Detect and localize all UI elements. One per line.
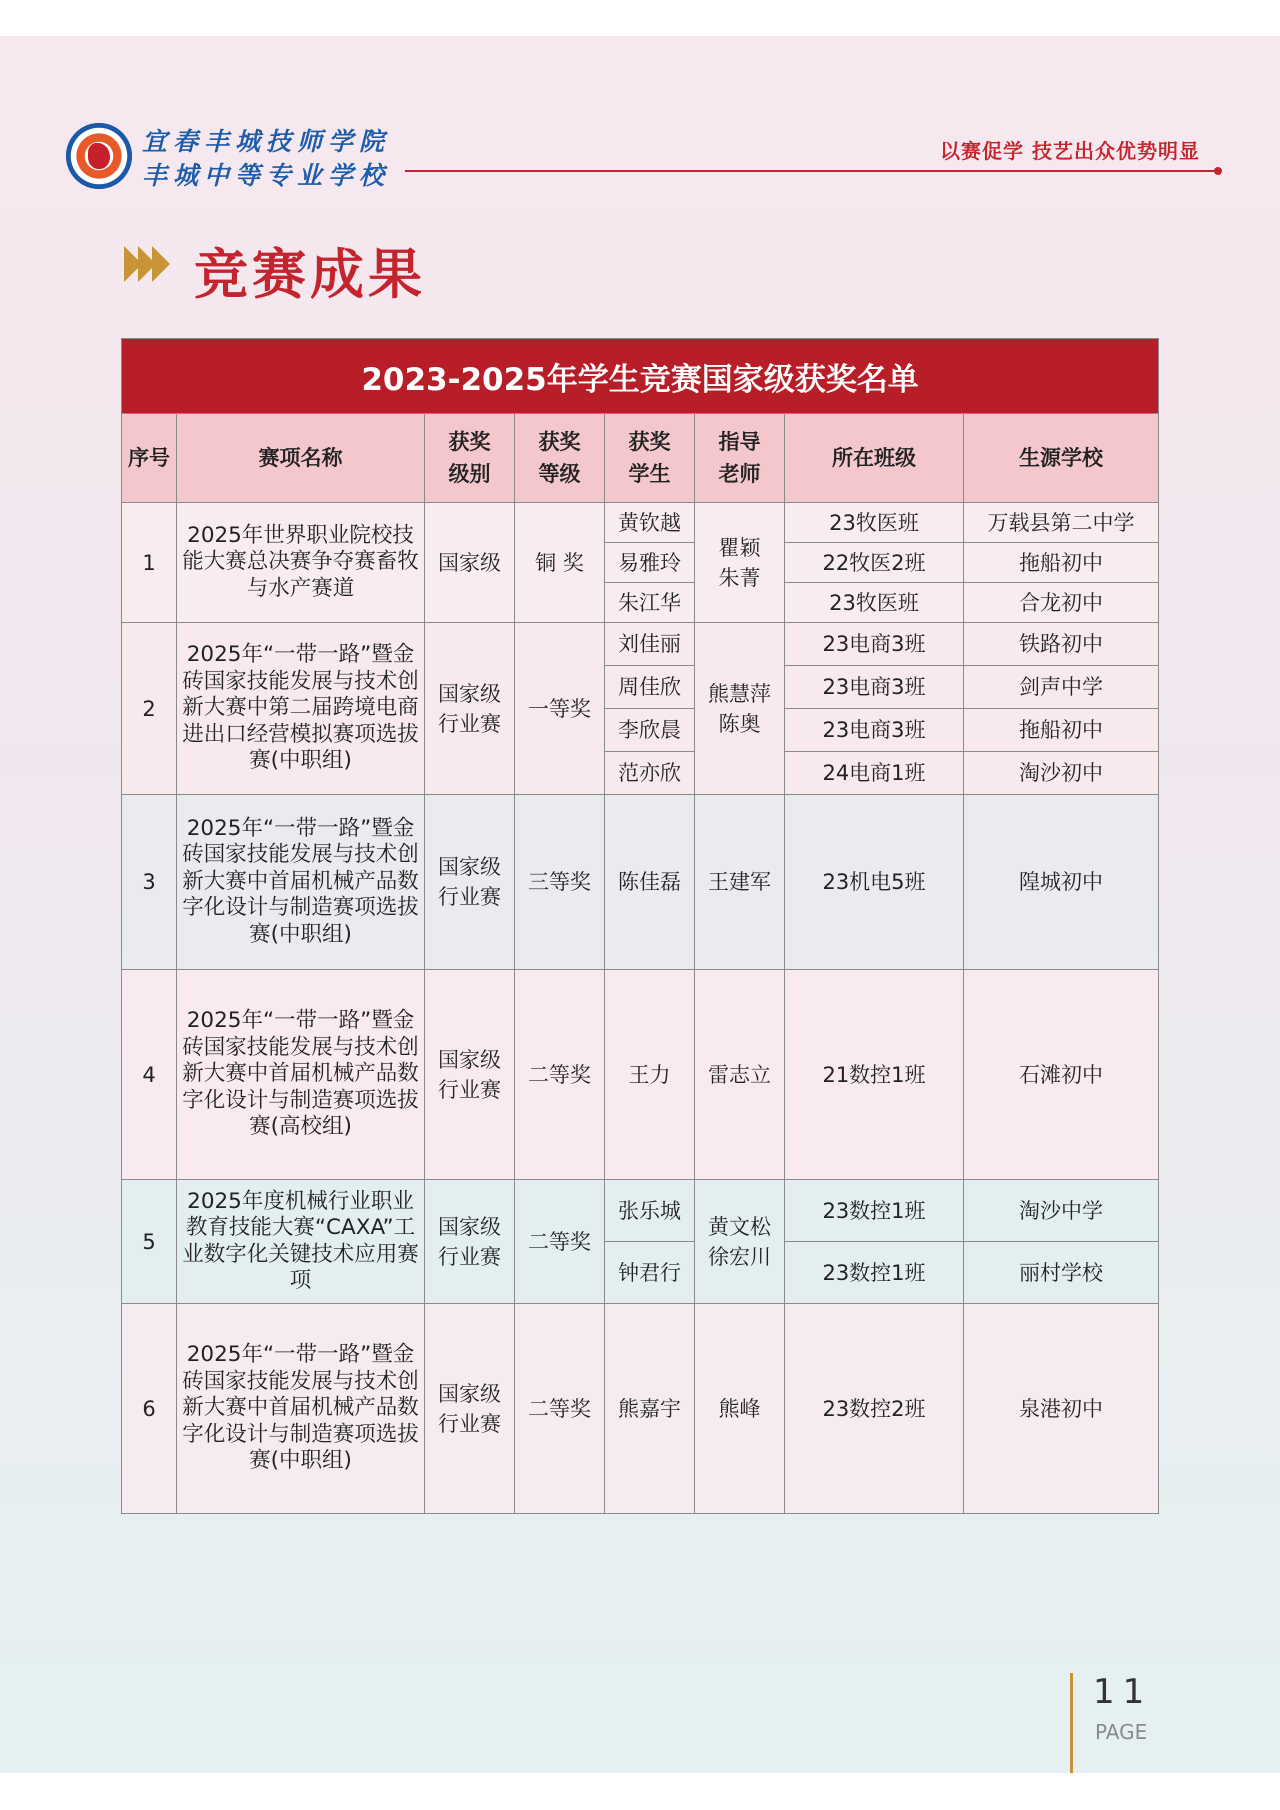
event-name-cell: 2025年“一带一路”暨金砖国家技能发展与技术创新大赛中首届机械产品数字化设计与制造赛项选拔赛(中职组) xyxy=(177,1304,425,1514)
table-row xyxy=(122,623,1159,666)
event-name-cell: 2025年“一带一路”暨金砖国家技能发展与技术创新大赛中首届机械产品数字化设计与制造赛项选拔赛(高校组) xyxy=(177,970,425,1180)
table-row xyxy=(122,970,1159,1180)
student-cell: 李欣晨 xyxy=(605,709,695,752)
awards-table xyxy=(121,338,1159,1514)
school-cell: 石滩初中 xyxy=(964,970,1159,1180)
student-cell: 刘佳丽 xyxy=(605,623,695,666)
event-name-cell: 2025年世界职业院校技能大赛总决赛争夺赛畜牧与水产赛道 xyxy=(177,503,425,623)
school-cell: 合龙初中 xyxy=(964,583,1159,623)
table-row xyxy=(122,1304,1159,1514)
page-number-bar xyxy=(1070,1673,1073,1773)
page-label: PAGE xyxy=(1095,1720,1148,1744)
column-header: 获奖 等级 xyxy=(515,414,605,503)
award-level-cell: 国家级 行业赛 xyxy=(425,1304,515,1514)
class-cell: 23机电5班 xyxy=(785,795,964,970)
column-header: 获奖 学生 xyxy=(605,414,695,503)
award-grade-cell: 一等奖 xyxy=(515,623,605,795)
award-grade-cell: 二等奖 xyxy=(515,1180,605,1304)
student-cell: 王力 xyxy=(605,970,695,1180)
page-number: 11 xyxy=(1093,1672,1153,1712)
class-cell: 23数控1班 xyxy=(785,1180,964,1242)
student-cell: 易雅玲 xyxy=(605,543,695,583)
table-header-row xyxy=(122,414,1159,503)
event-name-cell: 2025年“一带一路”暨金砖国家技能发展与技术创新大赛中第二届跨境电商进出口经营模拟赛项选拔赛(中职组) xyxy=(177,623,425,795)
student-cell: 周佳欣 xyxy=(605,666,695,709)
teacher-cell: 雷志立 xyxy=(695,970,785,1180)
class-cell: 22牧医2班 xyxy=(785,543,964,583)
award-grade-cell: 二等奖 xyxy=(515,970,605,1180)
table-title: 2023-2025年学生竞赛国家级获奖名单 xyxy=(122,339,1159,414)
award-grade-cell: 三等奖 xyxy=(515,795,605,970)
award-level-cell: 国家级 行业赛 xyxy=(425,970,515,1180)
table-row xyxy=(122,503,1159,543)
header-divider-dot xyxy=(1214,167,1222,175)
teacher-cell: 瞿颖 朱菁 xyxy=(695,503,785,623)
event-name-cell: 2025年“一带一路”暨金砖国家技能发展与技术创新大赛中首届机械产品数字化设计与制造赛项选拔赛(中职组) xyxy=(177,795,425,970)
section-title: 竞赛成果 xyxy=(194,243,426,306)
class-cell: 23电商3班 xyxy=(785,623,964,666)
column-header: 生源学校 xyxy=(964,414,1159,503)
award-level-cell: 国家级 xyxy=(425,503,515,623)
row-number-cell: 6 xyxy=(122,1304,177,1514)
row-number-cell: 3 xyxy=(122,795,177,970)
student-cell: 熊嘉宇 xyxy=(605,1304,695,1514)
column-header: 指导 老师 xyxy=(695,414,785,503)
table-row xyxy=(122,795,1159,970)
school-cell: 拖船初中 xyxy=(964,543,1159,583)
chevron-right-icon xyxy=(124,246,166,286)
header-divider xyxy=(405,170,1217,172)
class-cell: 23牧医班 xyxy=(785,583,964,623)
column-header: 获奖 级别 xyxy=(425,414,515,503)
student-cell: 陈佳磊 xyxy=(605,795,695,970)
row-number-cell: 5 xyxy=(122,1180,177,1304)
award-level-cell: 国家级 行业赛 xyxy=(425,795,515,970)
award-grade-cell: 二等奖 xyxy=(515,1304,605,1514)
row-number-cell: 2 xyxy=(122,623,177,795)
row-number-cell: 1 xyxy=(122,503,177,623)
school-cell: 万载县第二中学 xyxy=(964,503,1159,543)
class-cell: 23电商3班 xyxy=(785,709,964,752)
row-number-cell: 4 xyxy=(122,970,177,1180)
teacher-cell: 黄文松 徐宏川 xyxy=(695,1180,785,1304)
school-name-line2: 丰城中等专业学校 xyxy=(142,161,391,190)
class-cell: 23数控1班 xyxy=(785,1242,964,1304)
class-cell: 23牧医班 xyxy=(785,503,964,543)
column-header: 赛项名称 xyxy=(177,414,425,503)
student-cell: 钟君行 xyxy=(605,1242,695,1304)
school-logo xyxy=(66,123,132,189)
award-level-cell: 国家级 行业赛 xyxy=(425,1180,515,1304)
award-grade-cell: 铜 奖 xyxy=(515,503,605,623)
school-cell: 淘沙初中 xyxy=(964,752,1159,795)
table-row xyxy=(122,1180,1159,1242)
student-cell: 朱江华 xyxy=(605,583,695,623)
column-header: 所在班级 xyxy=(785,414,964,503)
school-cell: 拖船初中 xyxy=(964,709,1159,752)
school-cell: 隍城初中 xyxy=(964,795,1159,970)
student-cell: 范亦欣 xyxy=(605,752,695,795)
class-cell: 24电商1班 xyxy=(785,752,964,795)
school-cell: 泉港初中 xyxy=(964,1304,1159,1514)
event-name-cell: 2025年度机械行业职业教育技能大赛“CAXA”工业数字化关键技术应用赛项 xyxy=(177,1180,425,1304)
teacher-cell: 熊慧萍 陈奥 xyxy=(695,623,785,795)
school-cell: 铁路初中 xyxy=(964,623,1159,666)
school-name-line1: 宜春丰城技师学院 xyxy=(142,127,391,156)
award-level-cell: 国家级 行业赛 xyxy=(425,623,515,795)
class-cell: 23数控2班 xyxy=(785,1304,964,1514)
teacher-cell: 王建军 xyxy=(695,795,785,970)
column-header: 序号 xyxy=(122,414,177,503)
school-cell: 淘沙中学 xyxy=(964,1180,1159,1242)
class-cell: 23电商3班 xyxy=(785,666,964,709)
student-cell: 张乐城 xyxy=(605,1180,695,1242)
header-slogan: 以赛促学 技艺出众优势明显 xyxy=(940,139,1200,163)
student-cell: 黄钦越 xyxy=(605,503,695,543)
class-cell: 21数控1班 xyxy=(785,970,964,1180)
school-cell: 丽村学校 xyxy=(964,1242,1159,1304)
school-cell: 剑声中学 xyxy=(964,666,1159,709)
teacher-cell: 熊峰 xyxy=(695,1304,785,1514)
